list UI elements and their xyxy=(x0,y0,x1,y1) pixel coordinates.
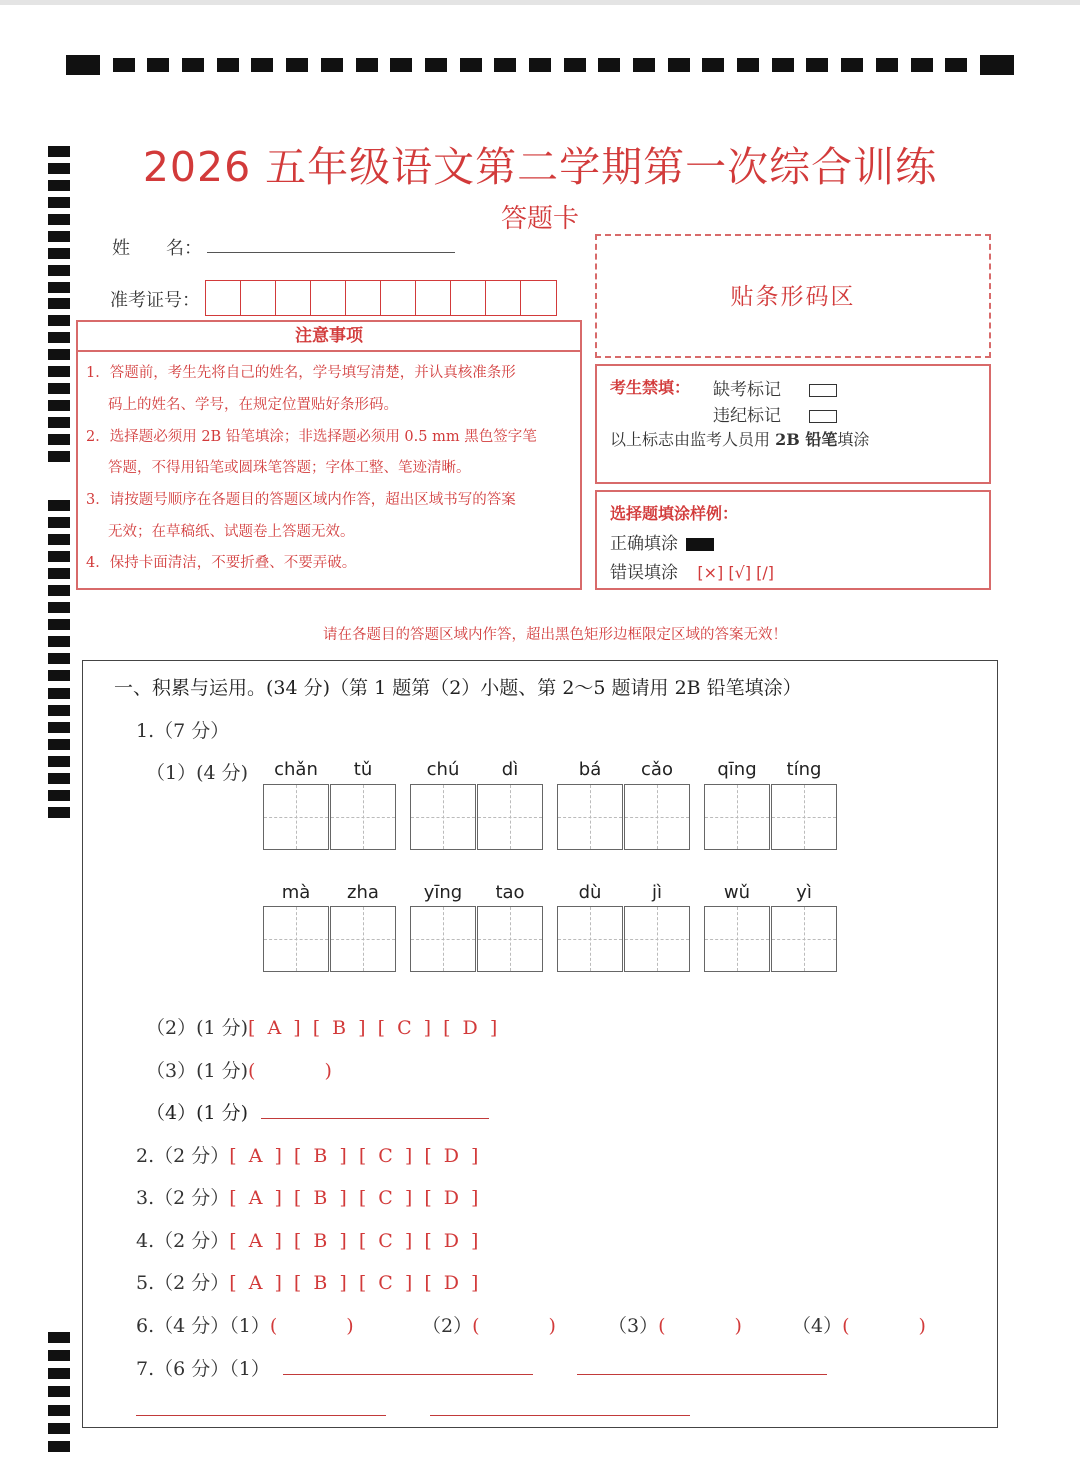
pinyin: chú xyxy=(426,759,460,780)
absent-checkbox[interactable] xyxy=(809,384,837,397)
pinyin: tǔ xyxy=(353,759,373,780)
pinyin: jì xyxy=(651,882,662,903)
q1-3-row xyxy=(146,1056,335,1083)
pinyin: qīng xyxy=(717,759,757,780)
absent-label: 缺考标记 xyxy=(713,380,781,400)
writing-grid[interactable] xyxy=(557,906,623,972)
page-subtitle: 答题卡 xyxy=(500,204,579,234)
q7-answer-line[interactable] xyxy=(430,1415,690,1416)
restricted-label: 考生禁填： xyxy=(610,378,691,397)
restricted-note-bold: 2B 铅笔 xyxy=(775,430,838,449)
writing-grid[interactable] xyxy=(477,784,543,850)
q1-4-label: （4）(1 分) xyxy=(146,1102,249,1124)
pinyin: tíng xyxy=(786,759,822,780)
writing-grid[interactable] xyxy=(624,906,690,972)
q6-4-label: （4） xyxy=(792,1315,843,1337)
wrong-marks: [×] [√] [/] xyxy=(697,563,775,582)
q7-answer-line[interactable] xyxy=(577,1374,827,1375)
answer-area-warning: 请在各题目的答题区域内作答，超出黑色矩形边框限定区域的答案无效！ xyxy=(323,627,787,643)
q4-options[interactable]: [ A ] [ B ] [ C ] [ D ] xyxy=(229,1230,482,1252)
notice-line-3: 2．选择题必须用 2B 铅笔填涂；非选择题必须用 0.5 mm 黑色签字笔 xyxy=(86,429,537,445)
q5-label: 5.（2 分） xyxy=(136,1272,230,1294)
q7-answer-line[interactable] xyxy=(136,1415,386,1416)
notice-line-5: 3．请按题号顺序在各题目的答题区域内作答，超出区域书写的答案 xyxy=(86,492,516,508)
barcode-label: 贴条形码区 xyxy=(730,284,856,310)
writing-grid[interactable] xyxy=(410,906,476,972)
violation-checkbox[interactable] xyxy=(809,410,837,423)
correct-fill-label: 正确填涂 xyxy=(610,534,678,554)
writing-grid[interactable] xyxy=(704,784,770,850)
q2-row xyxy=(136,1141,481,1168)
q2-options[interactable]: [ A ] [ B ] [ C ] [ D ] xyxy=(229,1145,482,1167)
q4-label: 4.（2 分） xyxy=(136,1230,230,1252)
writing-grid[interactable] xyxy=(624,784,690,850)
pinyin: zha xyxy=(347,882,379,903)
pinyin: dì xyxy=(501,759,519,780)
writing-grid[interactable] xyxy=(410,784,476,850)
q7-answer-line[interactable] xyxy=(283,1374,533,1375)
violation-label: 违纪标记 xyxy=(713,406,781,426)
writing-grid[interactable] xyxy=(704,906,770,972)
writing-grid[interactable] xyxy=(263,906,329,972)
q1-3-label: （3）(1 分) xyxy=(146,1060,249,1082)
restricted-note xyxy=(610,427,869,450)
restricted-note-post: 填涂 xyxy=(837,430,870,449)
name-field[interactable] xyxy=(207,252,455,253)
left-timing-marks-top xyxy=(48,146,70,462)
exam-id-boxes[interactable] xyxy=(205,280,557,316)
section-1-title: 一、积累与运用。(34 分)（第 1 题第（2）小题、第 2～5 题请用 2B 铅笔填涂） xyxy=(114,677,802,699)
q6-row xyxy=(136,1311,357,1338)
q1-2-row xyxy=(146,1013,500,1040)
q6-3-answer[interactable]: ( ) xyxy=(658,1315,745,1337)
q1-4-answer-line[interactable] xyxy=(261,1118,489,1119)
pinyin: bá xyxy=(578,759,602,780)
pinyin: mà xyxy=(281,882,311,903)
q1-label: 1.（7 分） xyxy=(136,720,230,742)
q6-1-answer[interactable]: ( ) xyxy=(269,1315,357,1337)
q1-3-answer[interactable]: ( ) xyxy=(248,1060,335,1082)
writing-grid[interactable] xyxy=(557,784,623,850)
pinyin: tao xyxy=(495,882,525,903)
name-label: 姓 名： xyxy=(112,238,202,259)
writing-grid[interactable] xyxy=(330,784,396,850)
q4-row xyxy=(136,1226,481,1253)
q5-row xyxy=(136,1268,481,1295)
wrong-fill-label: 错误填涂 xyxy=(610,563,678,583)
q1-2-label: （2）(1 分) xyxy=(146,1017,249,1039)
writing-grid[interactable] xyxy=(771,784,837,850)
violation-mark xyxy=(713,401,837,426)
notice-line-1: 1．答题前，考生先将自己的姓名，学号填写清楚，并认真核准条形 xyxy=(86,365,516,381)
q1-2-options[interactable]: [ A ] [ B ] [ C ] [ D ] xyxy=(248,1017,501,1039)
writing-grid[interactable] xyxy=(330,906,396,972)
restricted-note-pre: 以上标志由监考人员用 xyxy=(610,430,776,449)
pinyin: yì xyxy=(796,882,812,903)
absent-mark xyxy=(713,375,837,400)
pinyin: dù xyxy=(578,882,602,903)
q3-options[interactable]: [ A ] [ B ] [ C ] [ D ] xyxy=(229,1187,482,1209)
pinyin: yīng xyxy=(423,882,463,903)
pinyin: cǎo xyxy=(641,759,673,780)
q7-label: 7.（6 分）（1） xyxy=(136,1358,270,1380)
filled-mark xyxy=(686,538,714,551)
writing-grid[interactable] xyxy=(771,906,837,972)
q3-row xyxy=(136,1183,481,1210)
q6-2-answer[interactable]: ( ) xyxy=(472,1315,559,1337)
notice-line-6: 无效；在草稿纸、试题卷上答题无效。 xyxy=(108,524,355,540)
q6-3-label: （3） xyxy=(608,1315,659,1337)
q1-1-label: （1）(4 分) xyxy=(146,762,249,784)
q6-label: 6.（4 分）（1） xyxy=(136,1315,270,1337)
barcode-area xyxy=(595,234,991,358)
q6-2-label: （2） xyxy=(422,1315,473,1337)
q6-4-answer[interactable]: ( ) xyxy=(842,1315,929,1337)
notice-line-2: 码上的姓名、学号，在规定位置贴好条形码。 xyxy=(108,397,398,413)
writing-grid[interactable] xyxy=(477,906,543,972)
top-edge-bar xyxy=(0,0,1080,5)
correct-fill-example xyxy=(610,529,714,554)
q6-2-row xyxy=(422,1311,559,1338)
q6-3-row xyxy=(608,1311,745,1338)
left-timing-marks-middle xyxy=(48,500,70,818)
fill-example-heading: 选择题填涂样例： xyxy=(610,504,739,523)
notice-line-7: 4．保持卡面清洁，不要折叠、不要弄破。 xyxy=(86,555,357,571)
q3-label: 3.（2 分） xyxy=(136,1187,230,1209)
left-timing-marks-bottom xyxy=(48,1332,70,1452)
page-title: 2026 五年级语文第二学期第一次综合训练 xyxy=(142,143,938,191)
exam-id-label: 准考证号： xyxy=(110,290,200,311)
notice-heading: 注意事项 xyxy=(76,320,582,352)
q2-label: 2.（2 分） xyxy=(136,1145,230,1167)
writing-grid[interactable] xyxy=(263,784,329,850)
pinyin: chǎn xyxy=(274,759,318,780)
pinyin: wǔ xyxy=(723,882,751,903)
wrong-fill-example xyxy=(610,558,774,583)
top-timing-marks xyxy=(66,54,1014,76)
q5-options[interactable]: [ A ] [ B ] [ C ] [ D ] xyxy=(229,1272,482,1294)
q6-4-row xyxy=(792,1311,929,1338)
notice-line-4: 答题，不得用铅笔或圆珠笔答题；字体工整、笔迹清晰。 xyxy=(108,460,471,476)
